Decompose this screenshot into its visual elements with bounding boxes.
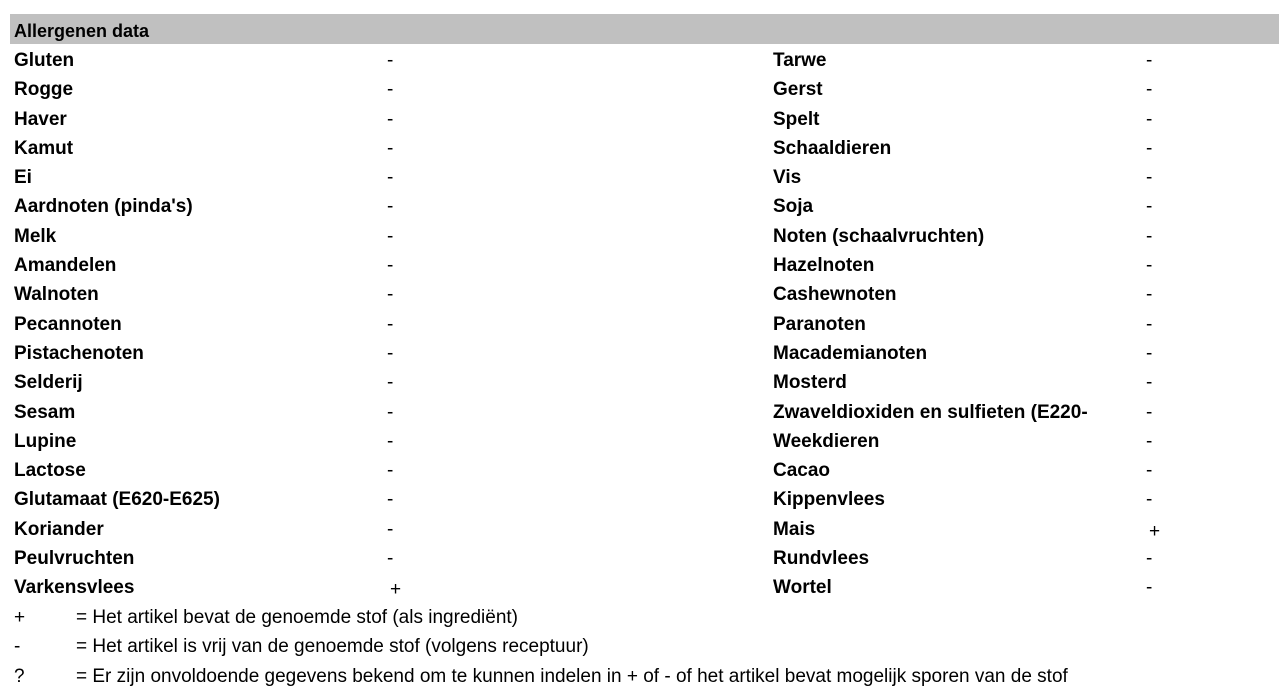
section-header [10,14,1279,44]
legend-item [0,662,1279,691]
allergen-name: Rundvlees [773,548,870,570]
table-row [0,398,1279,427]
allergen-value: - [1146,342,1153,364]
table-row [0,485,1279,514]
allergen-name: Peulvruchten [14,548,135,570]
allergen-value: - [1146,284,1153,306]
allergen-name: Lactose [14,460,86,482]
allergen-name: Noten (schaalvruchten) [773,225,985,247]
allergen-value: - [387,460,394,482]
allergen-name: Gluten [14,50,75,71]
allergen-value: - [1146,255,1153,277]
allergen-value: + [390,579,402,601]
allergen-value: - [387,167,394,189]
table-row [0,105,1279,134]
allergen-name: Melk [14,225,57,247]
allergen-name: Amandelen [14,255,117,277]
allergen-value: - [387,548,394,570]
allergen-value: - [387,255,394,277]
section-title: Allergenen data [14,21,150,41]
table-row [0,456,1279,485]
allergen-name: Pistachenoten [14,342,144,364]
allergen-name: Macademianoten [773,342,928,364]
allergen-name: Lupine [14,430,77,452]
allergen-name: Cacao [773,460,831,482]
allergen-value: - [387,401,394,423]
table-row [0,544,1279,573]
allergen-value: - [1146,196,1153,218]
table-row [0,368,1279,397]
legend-item [0,603,1279,632]
table-row [0,75,1279,104]
allergen-name: Weekdieren [773,430,880,452]
table-row [0,46,1279,75]
allergen-value: - [387,284,394,306]
allergen-name: Koriander [14,518,104,540]
table-row [0,573,1279,602]
allergen-value: - [1146,137,1153,159]
allergen-name: Kamut [14,137,74,159]
table-row [0,163,1279,192]
legend-item [0,632,1279,661]
allergen-name: Zwaveldioxiden en sulfieten (E220- [773,401,1088,423]
allergen-value: - [1146,430,1153,452]
allergen-name: Wortel [773,577,832,599]
allergen-name: Schaaldieren [773,137,892,159]
allergen-name: Soja [773,196,814,218]
legend-text: = Het artikel is vrij van de genoemde stof (volgens receptuur) [76,636,589,658]
allergen-name: Kippenvlees [773,489,885,511]
allergen-value: + [1149,520,1161,542]
legend [0,603,1279,691]
legend-symbol: ? [14,665,25,687]
allergen-value: - [387,518,394,540]
allergen-value: - [1146,313,1153,335]
allergen-name: Glutamaat (E620-E625) [14,489,220,511]
legend-text: = Er zijn onvoldoende gegevens bekend om te kunnen indelen in + of - of het artikel bevat mogelijk sporen van de stof [76,665,1068,687]
allergen-value: - [387,489,394,511]
allergen-name: Mais [773,518,816,540]
allergen-value: - [1146,577,1153,599]
allergen-name: Aardnoten (pinda's) [14,196,193,218]
allergen-name: Hazelnoten [773,255,875,277]
allergen-name: Varkensvlees [14,577,135,599]
allergen-name: Ei [14,167,32,189]
table-row [0,427,1279,456]
table-row [0,134,1279,163]
allergen-name: Spelt [773,108,820,130]
allergen-value: - [1146,79,1153,101]
allergen-name: Tarwe [773,50,827,71]
table-row [0,339,1279,368]
allergen-value: - [387,225,394,247]
allergen-value: - [387,313,394,335]
allergen-value: - [1146,460,1153,482]
allergen-name: Haver [14,108,67,130]
allergen-name: Gerst [773,79,823,101]
legend-text: = Het artikel bevat de genoemde stof (als ingrediënt) [76,607,519,628]
allergen-value: - [1146,108,1153,130]
allergen-name: Sesam [14,401,76,423]
table-row [0,280,1279,309]
allergen-name: Selderij [14,372,83,394]
legend-symbol: - [14,636,21,658]
allergen-value: - [1146,548,1153,570]
table-row [0,251,1279,280]
allergen-value: - [1146,372,1153,394]
allergen-value: - [1146,167,1153,189]
allergen-name: Cashewnoten [773,284,897,306]
allergen-value: - [1146,489,1153,511]
allergen-value: - [1146,225,1153,247]
allergen-value: - [387,372,394,394]
allergen-value: - [387,108,394,130]
allergen-value: - [387,79,394,101]
allergen-name: Paranoten [773,313,866,335]
legend-symbol: + [14,607,26,628]
allergen-name: Mosterd [773,372,847,394]
table-row [0,515,1279,544]
allergen-value: - [387,137,394,159]
table-row [0,222,1279,251]
allergen-table [0,46,1279,603]
allergen-name: Vis [773,167,802,189]
table-row [0,192,1279,221]
allergen-name: Rogge [14,79,74,101]
table-row [0,310,1279,339]
allergen-name: Pecannoten [14,313,122,335]
allergen-value: - [387,196,394,218]
allergen-name: Walnoten [14,284,99,306]
allergen-value: - [387,50,394,71]
allergen-value: - [387,430,394,452]
allergen-value: - [1146,401,1153,423]
allergen-value: - [387,342,394,364]
allergen-value: - [1146,50,1153,71]
